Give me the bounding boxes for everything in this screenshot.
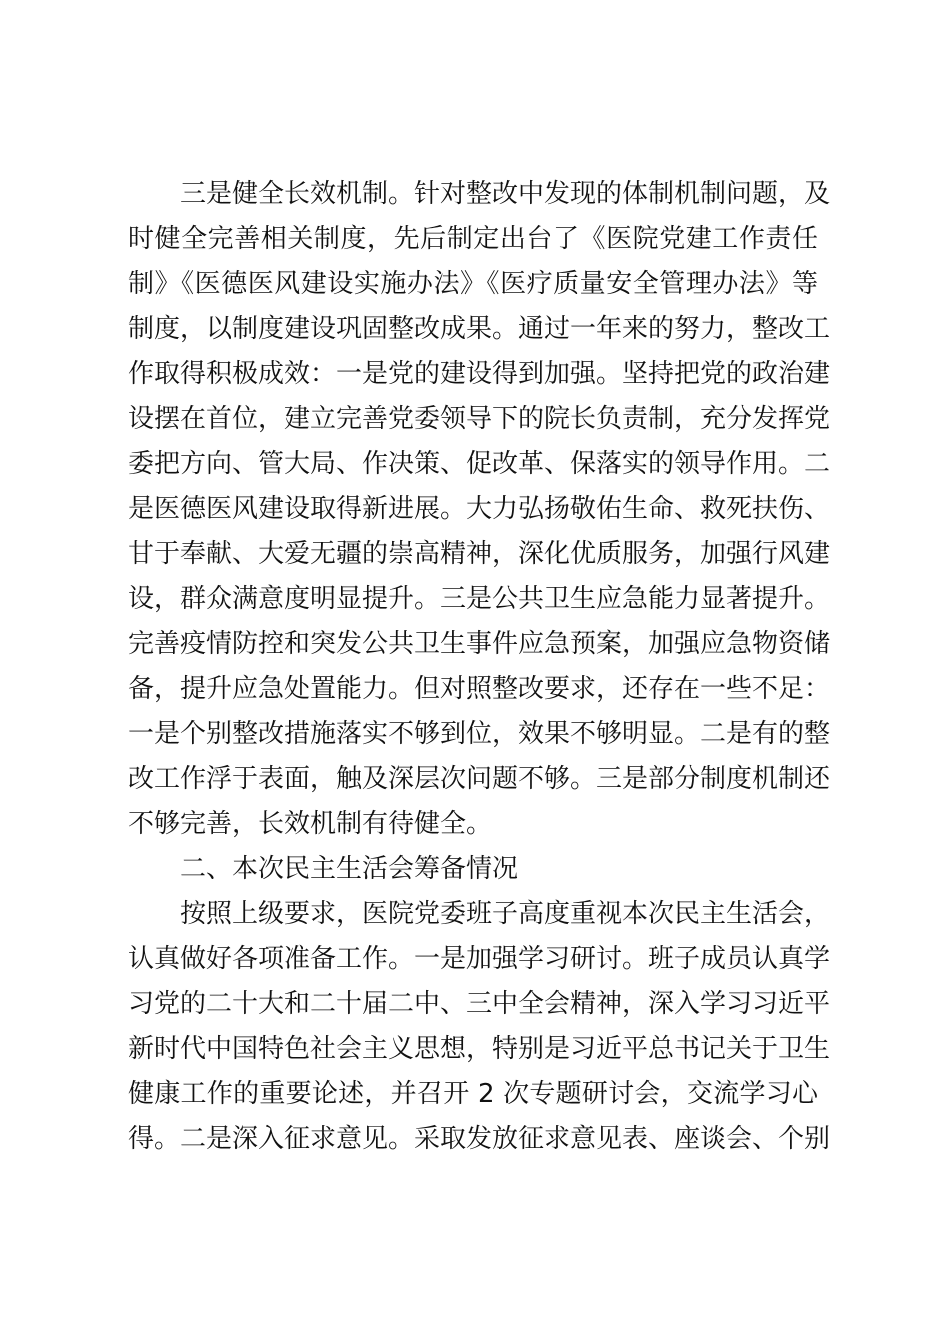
paragraph-line: 认真做好各项准备工作。一是加强学习研讨。班子成员认真学 — [128, 944, 831, 974]
paragraph-line: 设摆在首位，建立完善党委领导下的院长负责制，充分发挥党 — [128, 404, 831, 434]
paragraph-line: 按照上级要求，医院党委班子高度重视本次民主生活会， — [180, 899, 831, 929]
paragraph-line: 制度，以制度建设巩固整改成果。通过一年来的努力，整改工 — [128, 314, 831, 344]
paragraph-line: 制》《医德医风建设实施办法》《医疗质量安全管理办法》等 — [128, 269, 818, 299]
paragraph-line: 一是个别整改措施落实不够到位，效果不够明显。二是有的整 — [128, 719, 831, 749]
paragraph-line: 三是健全长效机制。针对整改中发现的体制机制问题，及 — [180, 179, 831, 209]
paragraph-line: 得。二是深入征求意见。采取发放征求意见表、座谈会、个别 — [128, 1124, 831, 1154]
paragraph-line: 时健全完善相关制度，先后制定出台了《医院党建工作责任 — [128, 224, 818, 254]
paragraph-line: 是医德医风建设取得新进展。大力弘扬敬佑生命、救死扶伤、 — [128, 494, 831, 524]
paragraph-line: 新时代中国特色社会主义思想，特别是习近平总书记关于卫生 — [128, 1034, 831, 1064]
paragraph-line: 甘于奉献、大爱无疆的崇高精神，深化优质服务，加强行风建 — [128, 539, 831, 569]
paragraph-line: 设，群众满意度明显提升。三是公共卫生应急能力显著提升。 — [128, 584, 831, 614]
paragraph-line: 备，提升应急处置能力。但对照整改要求，还存在一些不足： — [128, 674, 831, 704]
paragraph-line: 委把方向、管大局、作决策、促改革、保落实的领导作用。二 — [128, 449, 831, 479]
paragraph-line: 不够完善，长效机制有待健全。 — [128, 809, 493, 839]
section-heading: 二、本次民主生活会筹备情况 — [180, 854, 519, 884]
paragraph-line: 完善疫情防控和突发公共卫生事件应急预案，加强应急物资储 — [128, 629, 831, 659]
paragraph-line: 作取得积极成效：一是党的建设得到加强。坚持把党的政治建 — [128, 359, 831, 389]
paragraph-line: 习党的二十大和二十届二中、三中全会精神，深入学习习近平 — [128, 989, 831, 1019]
paragraph-line: 改工作浮于表面，触及深层次问题不够。三是部分制度机制还 — [128, 764, 831, 794]
paragraph-line: 健康工作的重要论述，并召开 2 次专题研讨会，交流学习心 — [128, 1079, 818, 1109]
